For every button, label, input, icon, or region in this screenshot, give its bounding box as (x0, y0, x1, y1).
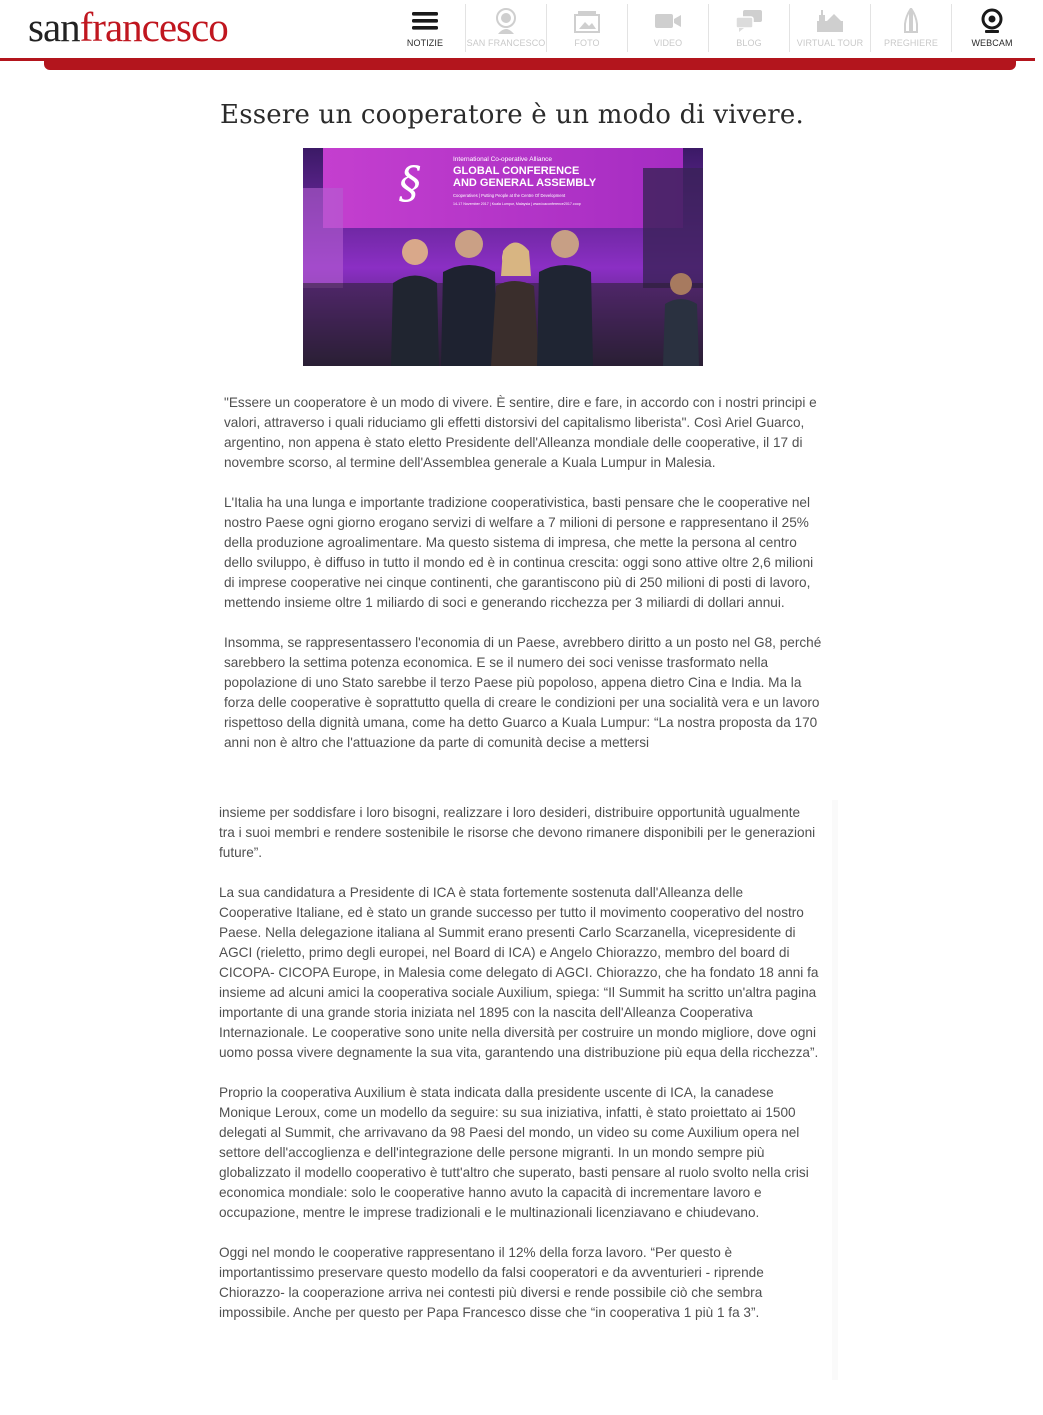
nav-item-virtual-tour[interactable] (790, 4, 871, 52)
nav-item-san-francesco[interactable] (466, 4, 547, 52)
basilica-icon (790, 8, 870, 34)
nav-label: SAN FRANCESCO (466, 38, 546, 48)
article-body-part1 (224, 393, 824, 773)
paragraph: insieme per soddisfare i loro bisogni, realizzare i loro desideri, distribuire opportunità ugualmente tra i suoi membri e rendere sostenibile le risorse che devono rimanere disponibili per le generazioni future”. (219, 805, 816, 860)
paragraph: Oggi nel mondo le cooperative rappresentano il 12% della forza lavoro. “Per questo è importantissimo preservare questo modello da falsi cooperatori e da avventurieri - riprende Chiorazzo- la cooperazione arriva nei contesti più diversi e rende possibile ciò che sembra impossibile. Anche per questo per Papa Francesco disse che “in cooperativa 1 più 1 fa 3”. (219, 1245, 764, 1320)
paragraph: L'Italia ha una lunga e importante tradizione cooperativistica, basti pensare che le cooperative nel nostro Paese ogni giorno erogano servizi di welfare a 7 milioni di persone e rappresentano il 25% della produzione agroalimentare. Ma questo sistema di impresa, che mette la persona al centro dello sviluppo, è diffuso in tutto il mondo ed è in continua crescita: oggi sono attive oltre 2,6 milioni di imprese cooperative nei cinque continenti, che garantiscono più di 250 milioni di posti di lavoro, mettendo insieme oltre 1 miliardo di soci e generando ricchezza per 3 miliardi di dollari annui. (224, 495, 814, 610)
banner-text-3: AND GENERAL ASSEMBLY (453, 177, 597, 189)
banner-text-2: GLOBAL CONFERENCE (453, 165, 580, 177)
nav-label: FOTO (574, 38, 600, 48)
logo-text-francesco: francesco (79, 4, 228, 50)
conference-logo: § (399, 158, 421, 209)
video-camera-icon (628, 8, 708, 34)
nav-item-blog[interactable] (709, 4, 790, 52)
main-nav (385, 4, 1032, 52)
menu-icon (385, 8, 465, 34)
banner-text-5: 14-17 November 2017 | Kuala Lumpur, Malaysia | www.icaconference2017.coop (453, 202, 581, 206)
praying-hands-icon (871, 8, 951, 34)
logo-text-san: san (28, 4, 80, 50)
saint-icon (466, 8, 546, 34)
paragraph: Proprio la cooperativa Auxilium è stata indicata dalla presidente uscente di ICA, la canadese Monique Leroux, come un modello da seguire: su sua iniziativa, infatti, è stato proiettato ai 1500 delegati al Summit, che arrivavano da 98 Paesi del mondo, un video su come Auxilium opera nel settore dell'accoglienza e dell'integrazione delle persone migranti. In un mondo sempre più globalizzato il modello cooperativo è tutt'altro che superato, basti pensare al ruolo svolto nella crisi economica mondiale: solo le cooperative hanno avuto la capacità di incrementare lavoro e occupazione, mentre le imprese tradizionali e le multinazionali licenziavano e chiudevano. (219, 1085, 809, 1220)
blog-chat-icon (709, 8, 789, 34)
paragraph: La sua candidatura a Presidente di ICA è stata fortemente sostenuta dall'Alleanza delle Cooperative Italiane, ed è stato un grande successo per tutto il movimento cooperativo del nostro Paese. Nella delegazione italiana al Summit erano presenti Carlo Scarzanella, vicepresidente di AGCI (rieletto, primo degli europei, nel Board di ICA) e Angelo Chiorazzo, membro del board di CICOPA- CICOPA Europe, in Malesia come delegato di AGCI. Chiorazzo, che ha fondato 18 anni fa insieme ad alcuni amici la cooperativa sociale Auxilium, spiega: “Il Summit ha scritto un'altra pagina importante di una grande storia iniziata nel 1895 con la nascita dell'Alleanza Cooperativa Internazionale. Le cooperative sono unite nella diversità per costruire un mondo migliore, dove ogni uomo possa vivere degnamente la sua vita, garantendo una distribuzione più equa della ricchezza”. (219, 885, 819, 1060)
site-header (0, 0, 1035, 61)
article-body-part2 (219, 803, 819, 1343)
paragraph: Insomma, se rappresentassero l'economia di un Paese, avrebbero diritto a un posto nel G8, perché sarebbero la settima potenza economica. E se il numero dei soci venisse trasformato nella popolazione di uno Stato sarebbe il terzo Paese più popoloso, appena dietro Cina e India. Ma la forza delle cooperative è soprattutto quella di creare le condizioni per una socialità vera e un lavoro rispettoso della dignità umana, come ha detto Guarco a Kuala Lumpur: “La nostra proposta da 170 anni non è altro che l'attuazione da parte di comunità decise a mettersi (224, 635, 822, 750)
secondary-bar (44, 61, 1016, 70)
article-photo (303, 148, 703, 366)
nav-label: VIDEO (653, 38, 683, 48)
photo-icon (547, 8, 627, 34)
column-edge (832, 800, 838, 1380)
nav-label: BLOG (736, 38, 762, 48)
article-title: Essere un cooperatore è un modo di vivere. (220, 100, 804, 130)
webcam-icon (952, 8, 1032, 34)
nav-label: VIRTUAL TOUR (796, 38, 864, 48)
paragraph: "Essere un cooperatore è un modo di vivere. È sentire, dire e fare, in accordo con i nostri principi e valori, attraverso i quali riduciamo gli effetti distorsivi del capitalismo liberista". Così Ariel Guarco, argentino, non appena è stato eletto Presidente dell'Alleanza mondiale delle cooperative, il 17 di novembre scorso, al termine dell'Assemblea generale a Kuala Lumpur in Malesia. (224, 395, 817, 470)
nav-label: NOTIZIE (406, 38, 444, 48)
banner-text-4: Cooperatives | Putting People at the Centre Of Development (453, 193, 566, 198)
banner-text-1: International Co-operative Alliance (453, 156, 553, 163)
nav-item-webcam[interactable] (952, 4, 1032, 52)
nav-item-foto[interactable] (547, 4, 628, 52)
nav-label: PREGHIERE (884, 38, 938, 48)
nav-item-video[interactable] (628, 4, 709, 52)
site-logo[interactable] (28, 4, 228, 50)
nav-item-notizie[interactable] (385, 4, 466, 52)
nav-item-preghiere[interactable] (871, 4, 952, 52)
nav-label: WEBCAM (971, 38, 1013, 48)
